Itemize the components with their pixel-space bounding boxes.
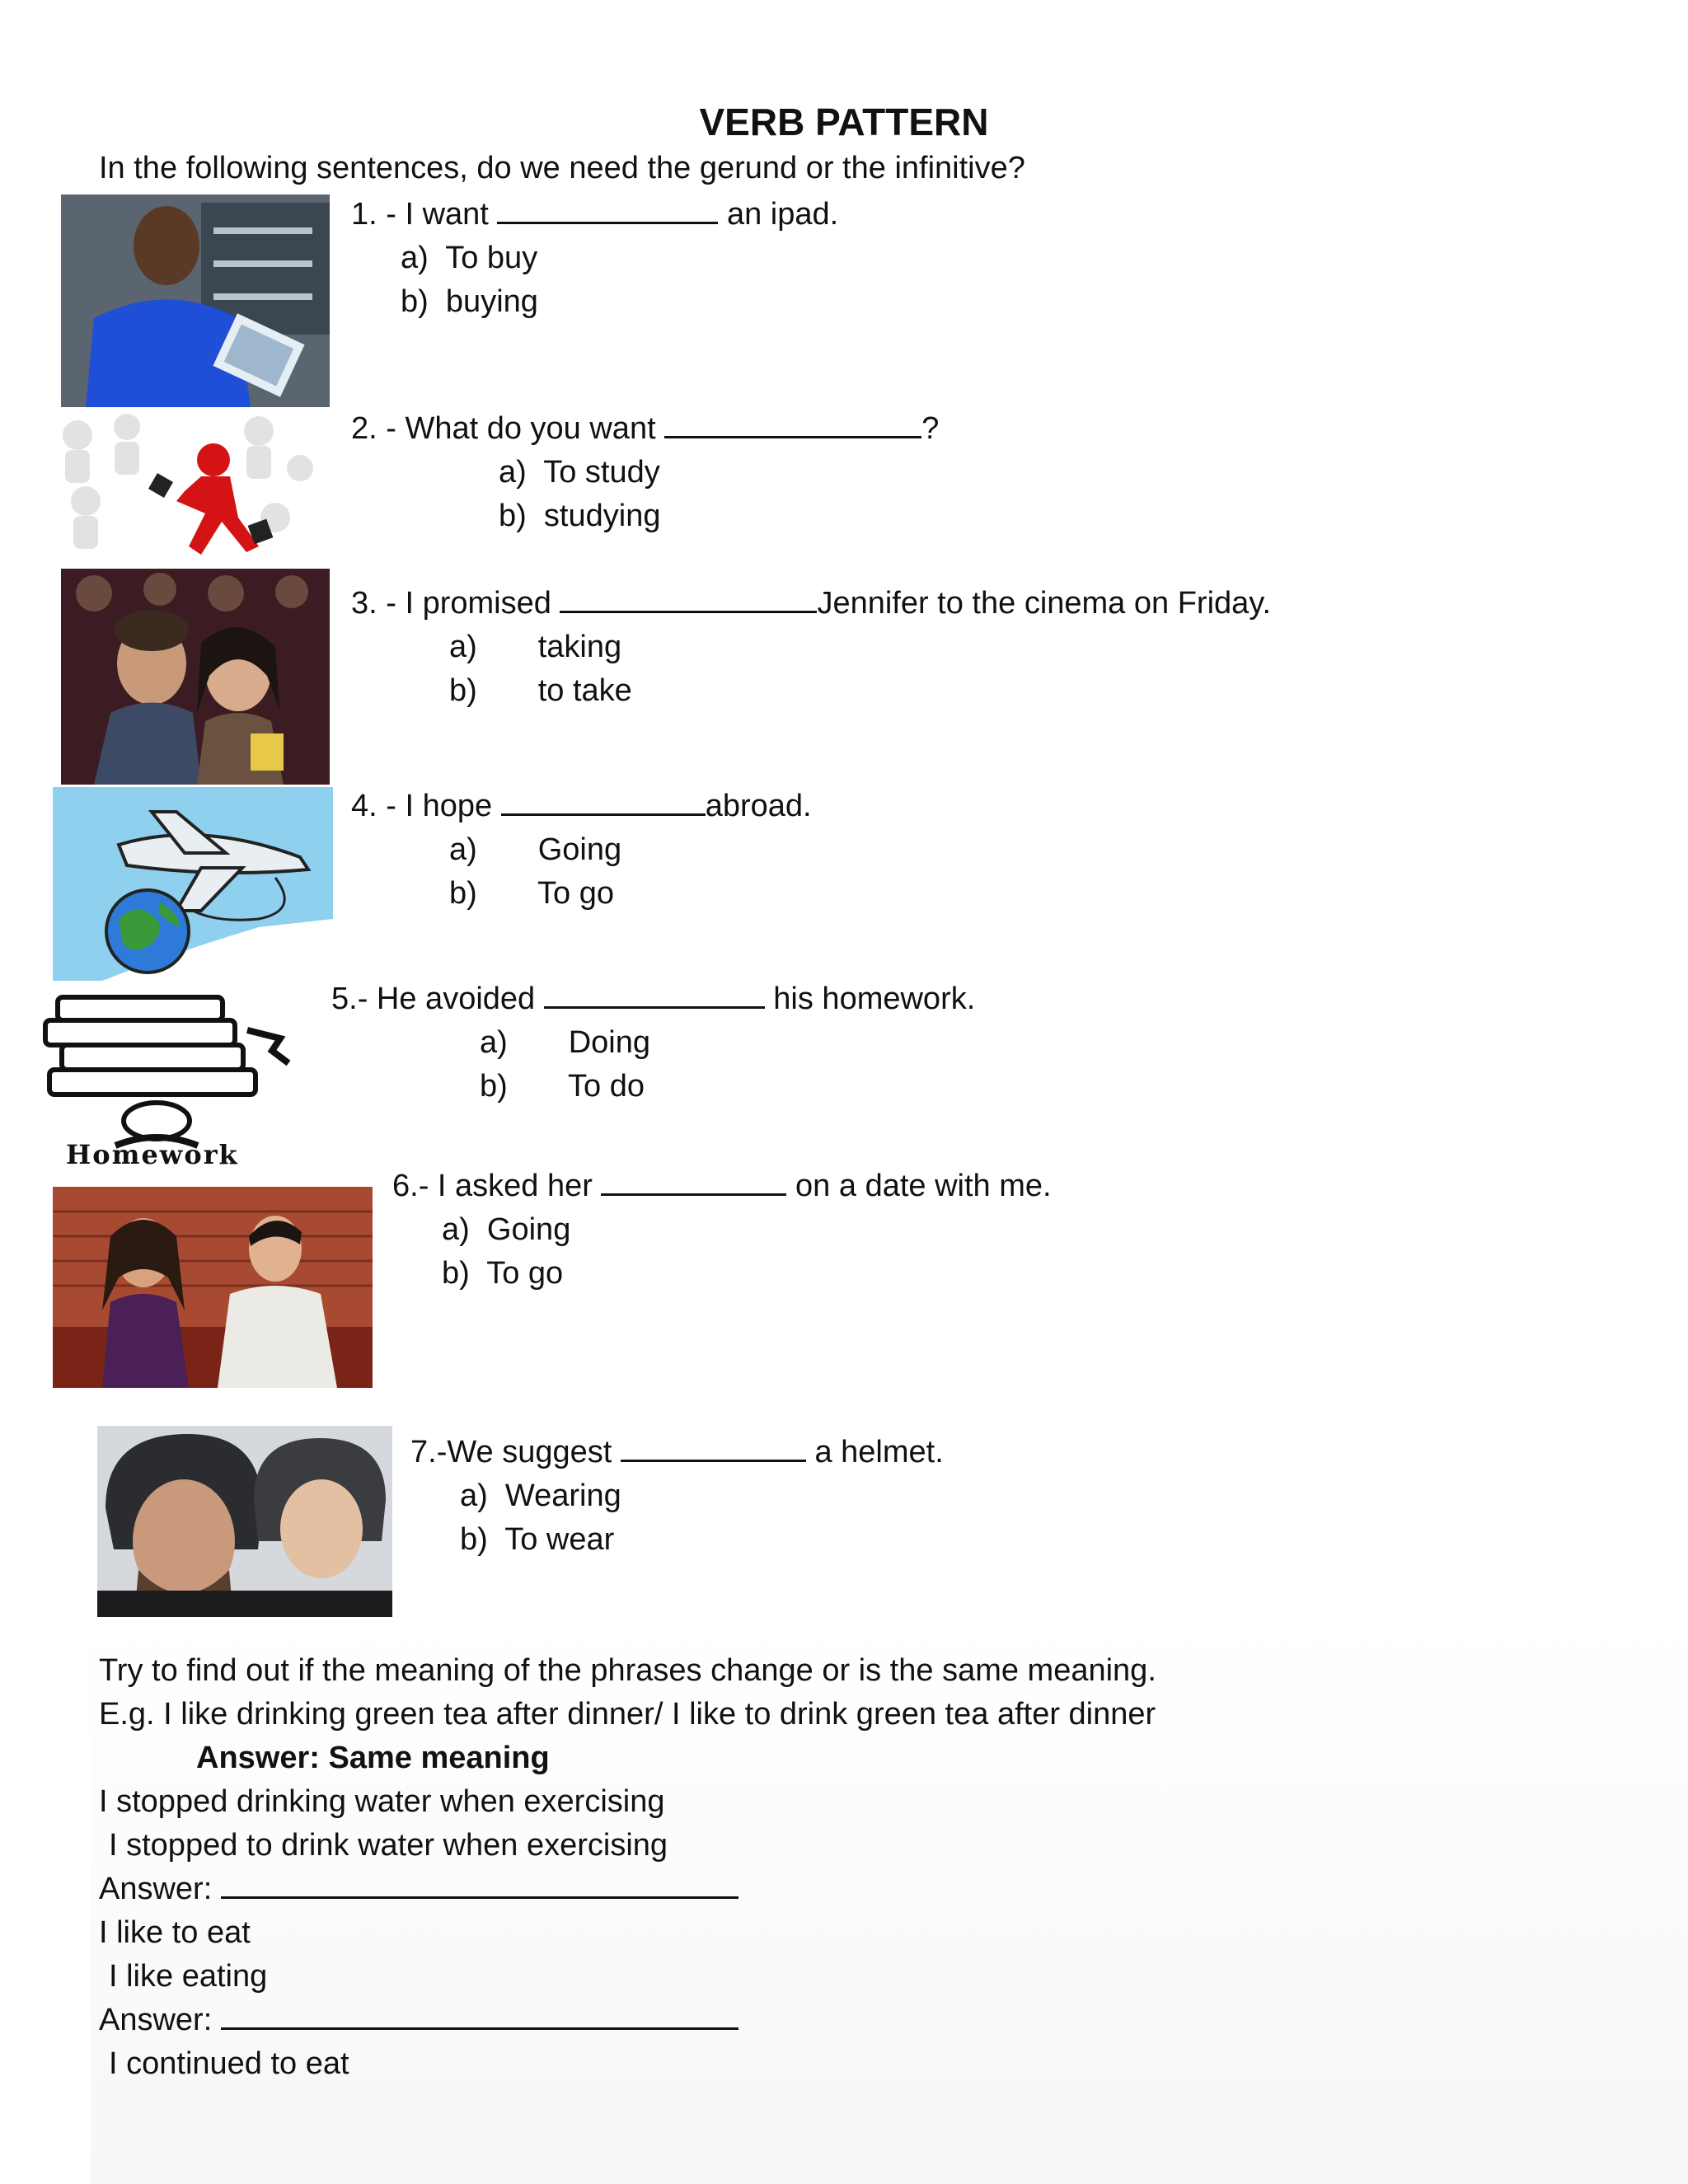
question-text-after: Jennifer to the cinema on Friday. (817, 586, 1272, 621)
answer-blank[interactable] (560, 586, 817, 613)
option-a[interactable] (499, 454, 660, 490)
pair3-sentence-a: I continued to eat (109, 2046, 349, 2081)
question-text-before: We suggest (447, 1435, 612, 1469)
option-letter: a) (449, 832, 477, 867)
option-text: Going (537, 832, 622, 867)
question-text-before: I hope (405, 789, 493, 823)
question-text-before: What do you want (405, 411, 656, 446)
answer-label: Answer: (99, 1872, 213, 1906)
question-7 (410, 1434, 944, 1470)
option-letter: a) (449, 630, 477, 664)
option-a[interactable] (460, 1478, 621, 1514)
pair2-sentence-b: I like eating (109, 1959, 268, 1994)
option-b[interactable] (460, 1521, 614, 1558)
question-number: 7.- (410, 1435, 448, 1469)
instructions: In the following sentences, do we need the gerund or the infinitive? (99, 151, 1025, 185)
option-letter: a) (401, 241, 429, 275)
option-b[interactable] (480, 1068, 645, 1104)
question-number: 1. - (351, 197, 396, 232)
question-3 (351, 585, 1271, 621)
answer-blank[interactable] (221, 1872, 738, 1899)
red-figure-running-illustration (53, 410, 331, 565)
option-a[interactable] (449, 832, 621, 868)
option-text: studying (543, 499, 661, 533)
option-letter: a) (460, 1479, 488, 1513)
option-letter: b) (499, 499, 527, 533)
answer-blank[interactable] (497, 197, 718, 224)
question-number: 2. - (351, 411, 396, 446)
option-b[interactable] (449, 673, 632, 709)
question-4 (351, 788, 812, 824)
pair1-sentence-a: I stopped drinking water when exercising (99, 1784, 665, 1819)
question-text-after: his homework. (773, 982, 976, 1016)
option-text: taking (537, 630, 622, 664)
question-text-before: He avoided (376, 982, 536, 1016)
question-number: 5.- (331, 982, 368, 1016)
question-number: 3. - (351, 586, 396, 621)
option-text: To do (568, 1069, 645, 1104)
question-text-after: on a date with me. (795, 1169, 1052, 1203)
motorcycle-helmets-photo (97, 1426, 392, 1617)
option-text: To buy (445, 241, 538, 275)
question-text-before: I want (405, 197, 489, 232)
question-1 (351, 196, 838, 232)
option-a[interactable] (449, 629, 621, 665)
option-b[interactable] (401, 284, 538, 320)
option-letter: b) (401, 284, 429, 319)
option-text: Going (486, 1212, 571, 1247)
question-text-before: I promised (405, 586, 551, 621)
option-letter: a) (442, 1212, 470, 1247)
answer-label: Answer: (99, 2003, 213, 2037)
question-text-after: an ipad. (726, 197, 839, 232)
answer-line-2 (99, 2002, 738, 2038)
answer-blank[interactable] (501, 789, 706, 816)
question-text-after: a helmet. (814, 1435, 944, 1469)
option-text: To go (537, 876, 614, 911)
airplane-and-globe-clipart (53, 787, 333, 981)
option-text: Doing (568, 1025, 650, 1060)
homework-clipart (33, 981, 310, 1170)
option-letter: b) (460, 1522, 488, 1557)
answer-blank[interactable] (544, 982, 765, 1009)
pair2-sentence-a: I like to eat (99, 1915, 251, 1950)
example-answer: Answer: Same meaning (196, 1741, 550, 1775)
option-letter: a) (499, 455, 527, 490)
option-text: To go (486, 1256, 564, 1291)
question-6 (392, 1168, 1052, 1204)
answer-blank[interactable] (601, 1169, 786, 1196)
question-text-after: ? (921, 411, 940, 446)
question-5 (331, 981, 975, 1017)
option-a[interactable] (401, 240, 537, 276)
part2-intro: Try to find out if the meaning of the phrases change or is the same meaning. (99, 1653, 1156, 1688)
option-letter: b) (449, 673, 477, 708)
question-number: 6.- (392, 1169, 429, 1203)
option-letter: b) (480, 1069, 508, 1104)
question-2 (351, 410, 939, 447)
option-text: To wear (504, 1522, 615, 1557)
answer-blank[interactable] (664, 411, 921, 438)
question-text-after: abroad. (705, 789, 812, 823)
question-number: 4. - (351, 789, 396, 823)
page-title: VERB PATTERN (699, 101, 989, 143)
option-a[interactable] (442, 1212, 570, 1248)
option-letter: b) (449, 876, 477, 911)
option-b[interactable] (449, 875, 614, 912)
answer-blank[interactable] (621, 1435, 806, 1462)
question-text-before: I asked her (437, 1169, 593, 1203)
option-b[interactable] (499, 498, 660, 534)
option-text: Wearing (504, 1479, 621, 1513)
option-text: to take (537, 673, 632, 708)
man-with-ipad-photo (61, 194, 330, 407)
option-a[interactable] (480, 1024, 650, 1061)
part2-example: E.g. I like drinking green tea after dinner/ I like to drink green tea after dinner (99, 1697, 1156, 1732)
answer-line-1 (99, 1871, 738, 1907)
option-text: To study (543, 455, 660, 490)
couple-at-cinema-photo (61, 569, 330, 785)
option-letter: b) (442, 1256, 470, 1291)
homework-caption: Homework (66, 1139, 239, 1170)
option-text: buying (445, 284, 538, 319)
option-letter: a) (480, 1025, 508, 1060)
pair1-sentence-b: I stopped to drink water when exercising (109, 1828, 668, 1863)
option-b[interactable] (442, 1255, 563, 1291)
couple-on-date-photo (53, 1187, 373, 1388)
answer-blank[interactable] (221, 2003, 738, 2030)
